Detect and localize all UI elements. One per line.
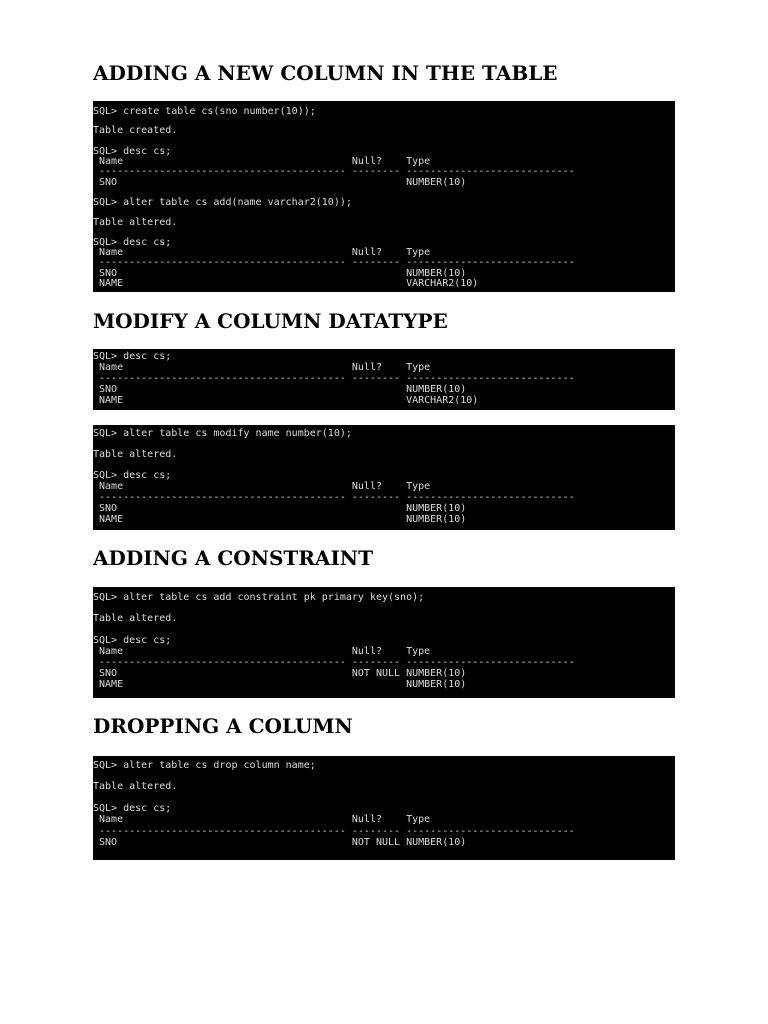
terminal-line: SNO NOT NULL NUMBER(10)	[93, 837, 467, 848]
terminal-line: NAME VARCHAR2(10)	[93, 395, 479, 406]
terminal-desc-before-modify	[93, 349, 675, 410]
terminal-line: Name Null? Type	[93, 156, 431, 167]
terminal-line: SQL> desc cs;	[93, 146, 172, 157]
terminal-line: SQL> alter table cs drop column name;	[93, 760, 316, 771]
terminal-line: SQL> alter table cs modify name number(10);	[93, 428, 352, 439]
terminal-line: SQL> alter table cs add(name varchar2(10));	[93, 197, 352, 208]
terminal-line: SNO NUMBER(10)	[93, 177, 467, 188]
terminal-line: NAME NUMBER(10)	[93, 514, 467, 525]
section-heading-add-constraint: ADDING A CONSTRAINT	[93, 546, 373, 570]
terminal-line: Table altered.	[93, 217, 178, 228]
terminal-modify-column	[93, 425, 675, 530]
terminal-drop-column	[93, 756, 675, 860]
terminal-line: Table altered.	[93, 781, 178, 792]
terminal-line: SQL> desc cs;	[93, 237, 172, 248]
terminal-line: NAME VARCHAR2(10)	[93, 278, 479, 289]
section-heading-add-column: ADDING A NEW COLUMN IN THE TABLE	[93, 61, 558, 85]
terminal-line: SQL> desc cs;	[93, 635, 172, 646]
terminal-line: SQL> desc cs;	[93, 470, 172, 481]
terminal-line: Name Null? Type	[93, 247, 431, 258]
terminal-line: ----------------------------------------- -------- ----------------------------	[93, 373, 575, 384]
terminal-line: SNO NUMBER(10)	[93, 268, 467, 279]
terminal-line: Table created.	[93, 125, 178, 136]
terminal-line: SNO NUMBER(10)	[93, 384, 467, 395]
section-heading-modify-column: MODIFY A COLUMN DATATYPE	[93, 309, 448, 333]
terminal-add-constraint	[93, 587, 675, 698]
terminal-line: Name Null? Type	[93, 481, 431, 492]
terminal-line: Name Null? Type	[93, 362, 431, 373]
terminal-line: ----------------------------------------- -------- ----------------------------	[93, 657, 575, 668]
section-heading-drop-column: DROPPING A COLUMN	[93, 714, 353, 738]
terminal-line: SQL> desc cs;	[93, 803, 172, 814]
terminal-line: ----------------------------------------- -------- ----------------------------	[93, 826, 575, 837]
terminal-line: ----------------------------------------- -------- ----------------------------	[93, 257, 575, 268]
terminal-line: SQL> desc cs;	[93, 351, 172, 362]
terminal-line: Name Null? Type	[93, 814, 431, 825]
terminal-line: Table altered.	[93, 449, 178, 460]
terminal-add-column	[93, 101, 675, 292]
terminal-line: ----------------------------------------- -------- ----------------------------	[93, 492, 575, 503]
terminal-line: NAME NUMBER(10)	[93, 679, 467, 690]
terminal-line: SNO NOT NULL NUMBER(10)	[93, 668, 467, 679]
terminal-line: SQL> create table cs(sno number(10));	[93, 106, 316, 117]
terminal-line: SNO NUMBER(10)	[93, 503, 467, 514]
terminal-line: Name Null? Type	[93, 646, 431, 657]
terminal-line: Table altered.	[93, 613, 178, 624]
terminal-line: ----------------------------------------- -------- ----------------------------	[93, 166, 575, 177]
terminal-line: SQL> alter table cs add constraint pk primary key(sno);	[93, 592, 425, 603]
